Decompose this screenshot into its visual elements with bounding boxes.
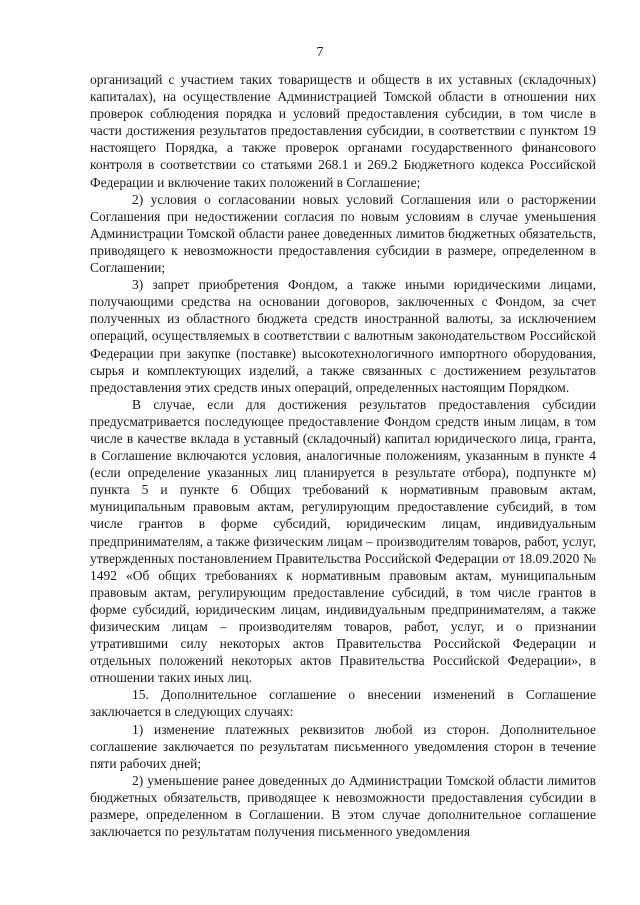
paragraph-section-15: 15. Дополнительное соглашение о внесении изменений в Соглашение заключается в следующих случаях: <box>90 687 596 720</box>
paragraph-other-persons: В случае, если для достижения результатов предоставления субсидии предусматривается последующее предоставление Фондом средств иным лицам, в том числе в качестве вклада в уставный (складочный) капитал юридического лица, гранта, в Соглашение включаются условия, аналогичные положениям, указанным в пункте 4 (если определение указанных лиц планируется в результате отбора), подпункте м) пункта 5 и пункте 6 Общих требований к нормативным правовым актам, муниципальным правовым актам, регулирующим предоставление субсидий, в том числе грантов в форме субсидий, юридическим лицам, индивидуальным предпринимателям, а также физическим лицам – производителям товаров, работ, услуг, утвержденных постановлением Правительства Российской Федерации от 18.09.2020 № 1492 «Об общих требованиях к нормативным правовым актам, муниципальным правовым актам, регулирующим предоставление субсидий, в том числе грантов в форме субсидий, юридическим лицам, индивидуальным предпринимателям, а также физическим лицам – производителям товаров, работ, услуг, и о признании утратившими силу некоторых актов Правительства Российской Федерации и отдельных положений некоторых актов Правительства Российской Федерации», в отношении таких иных лиц. <box>90 396 596 686</box>
paragraph-section-15-item-2: 2) уменьшение ранее доведенных до Администрации Томской области лимитов бюджетных обязательств, приводящее к невозможности предоставления субсидии в размере, определенном в Соглашении. В этом случае дополнительное соглашение заключается по результатам получения письменного уведомления <box>90 772 596 840</box>
document-body <box>90 71 596 840</box>
paragraph-item-2: 2) условия о согласовании новых условий Соглашения или о расторжении Соглашения при недостижении согласия по новым условиям в случае уменьшения Администрации Томской области ранее доведенных лимитов бюджетных обязательств, приводящего к невозможности предоставления субсидии в размере, определенном в Соглашении; <box>90 191 596 276</box>
paragraph-item-3: 3) запрет приобретения Фондом, а также иными юридическими лицами, получающими средства на основании договоров, заключенных с Фондом, за счет полученных из областного бюджета средств иностранной валюты, за исключением операций, осуществляемых в соответствии с валютным законодательством Российской Федерации при закупке (поставке) высокотехнологичного импортного оборудования, сырья и комплектующих изделий, а также связанных с достижением результатов предоставления этих средств иных операций, определенных настоящим Порядком. <box>90 277 596 395</box>
paragraph-continuation: организаций с участием таких товариществ и обществ в их уставных (складочных) капиталах), на осуществление Администрацией Томской области в отношении них проверок соблюдения порядка и условий предоставления субсидии, в том числе в части достижения результатов предоставления субсидии, в соответствии с пунктом 19 настоящего Порядка, а также проверок органами государственного финансового контроля в соответствии со статьями 268.1 и 269.2 Бюджетного кодекса Российской Федерации и включение таких положений в Соглашение; <box>90 72 596 190</box>
paragraph-section-15-item-1: 1) изменение платежных реквизитов любой из сторон. Дополнительное соглашение заключается по результатам письменного уведомления сторон в течение пяти рабочих дней; <box>90 721 596 771</box>
page-number: 7 <box>316 44 324 59</box>
